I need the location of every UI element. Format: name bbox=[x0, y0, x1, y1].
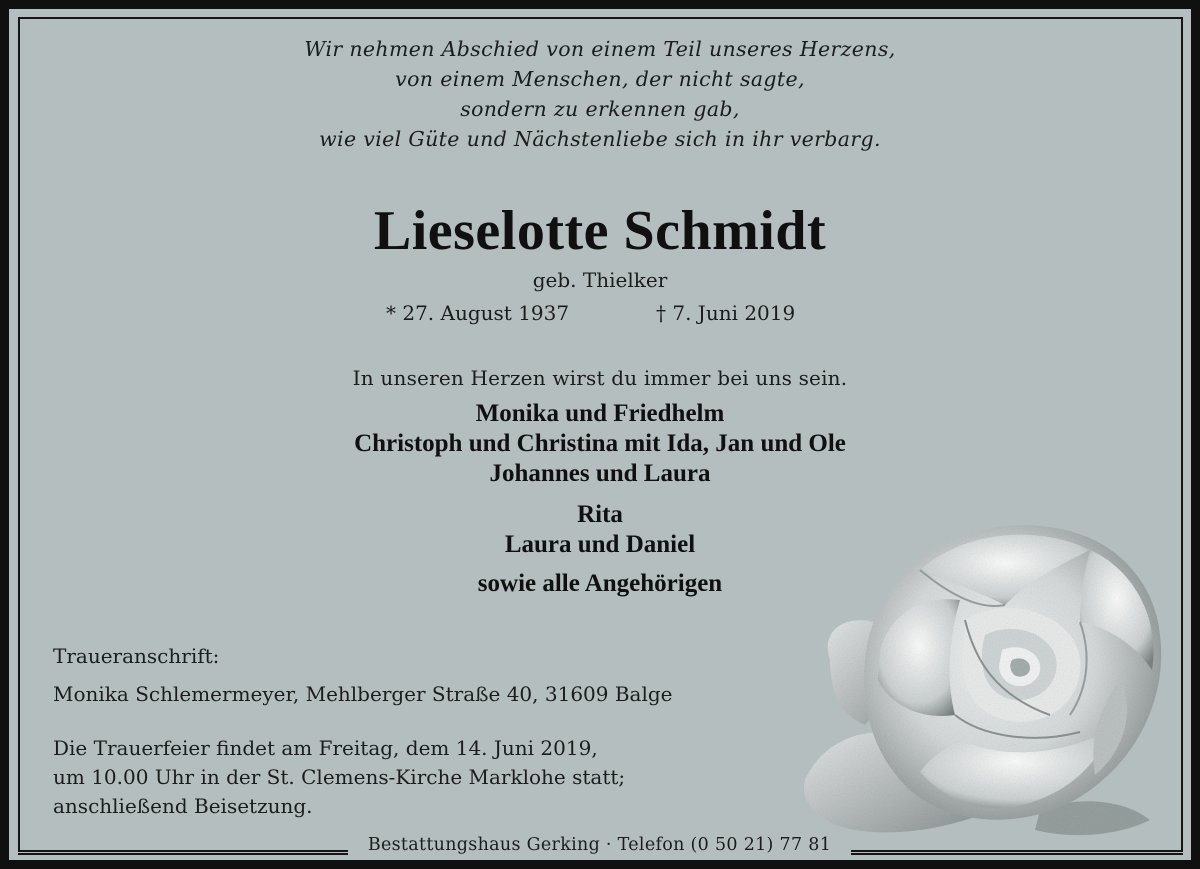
poem-line: Wir nehmen Abschied von einem Teil unseres Herzens, bbox=[304, 37, 896, 61]
death-date: † 7. Juni 2019 bbox=[656, 301, 796, 325]
poem-line: wie viel Güte und Nächstenliebe sich in ihr verbarg. bbox=[319, 127, 881, 151]
footer-rule-right bbox=[851, 853, 1183, 855]
mourning-address: Monika Schlemermeyer, Mehlberger Straße 40, 31609 Balge bbox=[53, 682, 673, 706]
mourner-line: Christoph und Christina mit Ida, Jan und Ole bbox=[354, 430, 846, 457]
mourner-line: Johannes und Laura bbox=[489, 460, 711, 487]
mourner-line: Monika und Friedhelm bbox=[475, 400, 725, 427]
mourner-line: Laura und Daniel bbox=[504, 531, 696, 558]
service-info bbox=[53, 734, 625, 821]
mourner-line: Rita bbox=[577, 501, 623, 528]
maiden-name: geb. Thielker bbox=[532, 268, 668, 292]
mourner-line: sowie alle Angehörigen bbox=[477, 570, 723, 597]
deceased-name: Lieselotte Schmidt bbox=[373, 200, 827, 262]
poem-line: sondern zu erkennen gab, bbox=[460, 97, 740, 121]
service-line: Die Trauerfeier findet am Freitag, dem 14. Juni 2019, bbox=[53, 736, 598, 760]
funeral-home-footer: Bestattungshaus Gerking · Telefon (0 50 21) 77 81 bbox=[348, 832, 851, 858]
address-label: Traueranschrift: bbox=[53, 644, 220, 668]
life-dates bbox=[0, 298, 1200, 328]
service-line: anschließend Beisetzung. bbox=[53, 794, 313, 818]
poem-line: von einem Menschen, der nicht sagte, bbox=[395, 67, 805, 91]
birth-date: * 27. August 1937 bbox=[386, 301, 570, 325]
service-line: um 10.00 Uhr in der St. Clemens-Kirche Marklohe statt; bbox=[53, 765, 626, 789]
poem bbox=[0, 34, 1200, 154]
motto: In unseren Herzen wirst du immer bei uns sein. bbox=[352, 366, 848, 390]
footer-rule-left bbox=[18, 853, 348, 855]
rose-icon bbox=[790, 510, 1185, 845]
